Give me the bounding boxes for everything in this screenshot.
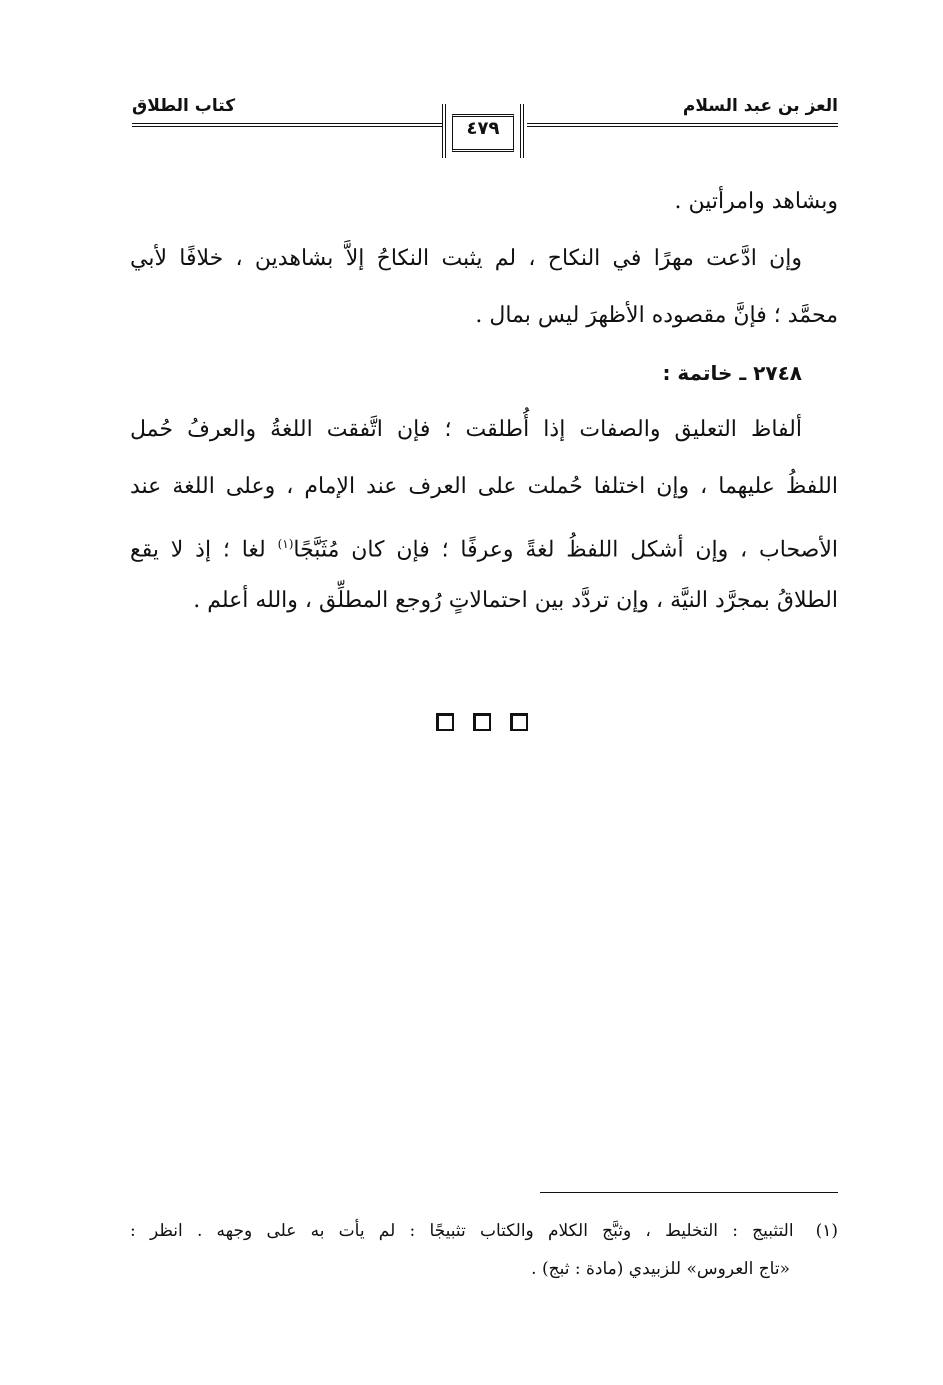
text-line: وبشاهد وامرأتين . — [674, 189, 838, 214]
header-rule-right — [527, 123, 838, 127]
footnote-separator — [540, 1192, 838, 1193]
running-header-author: العز بن عبد السلام — [682, 96, 838, 116]
header-rule-left — [132, 123, 442, 127]
running-header-section: كتاب الطلاق — [132, 96, 236, 116]
footnote-line — [130, 1212, 838, 1250]
section-heading: ٢٧٤٨ ـ خاتمة : — [662, 361, 802, 385]
footnote — [130, 1212, 838, 1288]
ornament-square-icon — [473, 713, 491, 731]
text-line — [130, 524, 838, 581]
text-line: اللفظُ عليهما ، وإن اختلفا حُملت على العرف عند الإمام ، وعلى اللغة عند — [130, 474, 838, 499]
ornament-square-icon — [436, 713, 454, 731]
text-line: وإن ادَّعت مهرًا في النكاح ، لم يثبت النكاحُ إلاَّ بشاهدين ، خلافًا لأبي — [130, 246, 802, 271]
footnote-text: التثبيج : التخليط ، وثبَّج الكلام والكتاب تثبيجًا : لم يأت به على وجهه . انظر : — [130, 1221, 794, 1241]
text-line-part: الأصحاب ، وإن أشكل اللفظُ لغةً وعرفًا ؛ فإن كان مُثَبَّجًا — [293, 537, 838, 563]
section-end-ornament — [436, 710, 528, 734]
page-number: ٤٧٩ — [466, 118, 500, 139]
page-number-frame — [442, 104, 524, 158]
ornament-square-icon — [510, 713, 528, 731]
footnote-number: (١) — [815, 1221, 838, 1241]
text-line: محمَّد ؛ فإنَّ مقصوده الأظهرَ ليس بمال . — [475, 303, 838, 328]
text-line-part: لغا ؛ إذ لا يقع — [130, 537, 266, 563]
main-text — [130, 182, 838, 638]
footnote-reference: (١) — [277, 537, 294, 551]
text-line: الطلاقُ بمجرَّد النيَّة ، وإن تردَّد بين احتمالاتٍ رُوجع المطلِّق ، والله أعلم . — [193, 588, 838, 613]
text-line: ألفاظ التعليق والصفات إذا أُطلقت ؛ فإن اتَّفقت اللغةُ والعرفُ حُمل — [130, 417, 802, 442]
footnote-line: «تاج العروس» للزبيدي (مادة : ثبج) . — [531, 1259, 790, 1279]
